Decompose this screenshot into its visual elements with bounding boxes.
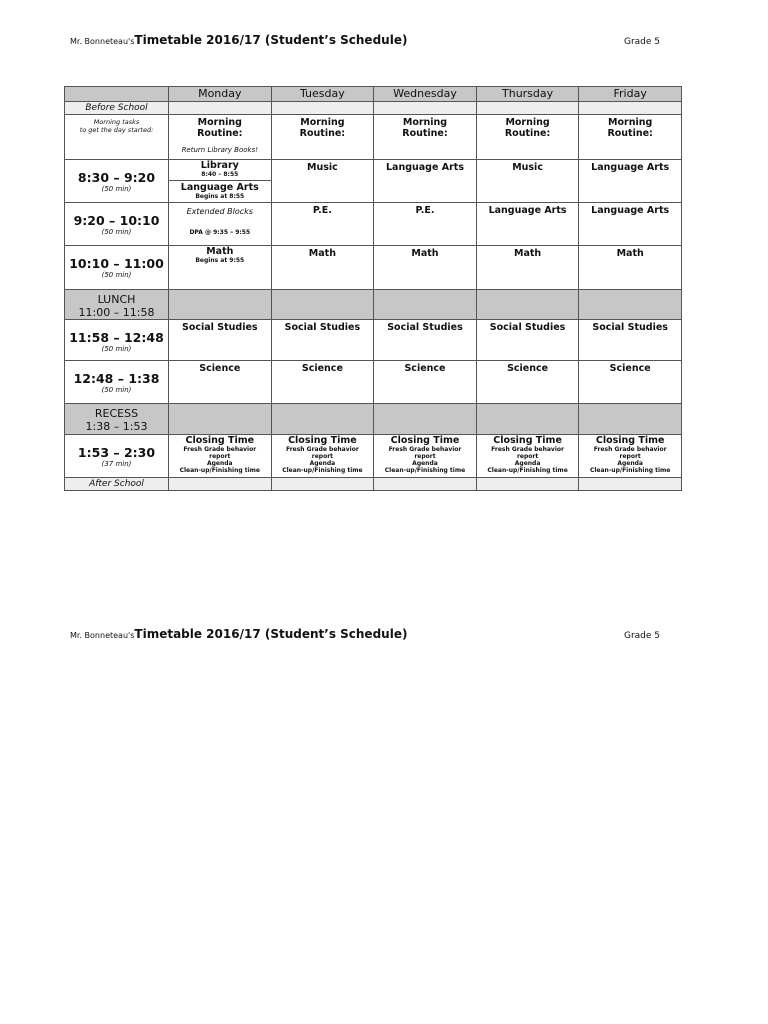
period-4-row	[65, 320, 682, 361]
timetable-title-second: Timetable 2016/17 (Student’s Schedule)	[134, 627, 408, 641]
page-header-second	[70, 627, 660, 641]
period-6-tuesday: Closing Time Fresh Grade behavior report Agenda Clean-up/Finishing time	[271, 435, 374, 478]
period-2-wednesday: P.E.	[374, 203, 477, 246]
period-3-row	[65, 246, 682, 290]
period-2-tuesday: P.E.	[271, 203, 374, 246]
teacher-name: Mr. Bonneteau's	[70, 37, 135, 46]
period-4-monday: Social Studies	[169, 320, 272, 361]
period-5-monday: Science	[169, 361, 272, 404]
period-3-wednesday: Math	[374, 246, 477, 290]
period-2-friday: Language Arts	[579, 203, 682, 246]
morning-thursday: Morning Routine:	[476, 115, 579, 160]
period-5-tuesday: Science	[271, 361, 374, 404]
period-3-tuesday: Math	[271, 246, 374, 290]
period-1-tuesday: Music	[271, 160, 374, 203]
period-2-label: 9:20 – 10:10 (50 min)	[65, 203, 169, 246]
lunch-row	[65, 290, 682, 320]
recess-row	[65, 404, 682, 435]
corner-cell	[65, 87, 169, 102]
period-3-friday: Math	[579, 246, 682, 290]
timetable	[64, 86, 682, 491]
period-6-row	[65, 435, 682, 478]
morning-tuesday: Morning Routine:	[271, 115, 374, 160]
day-header-wednesday: Wednesday	[374, 87, 477, 102]
day-header-friday: Friday	[579, 87, 682, 102]
period-2-monday: Extended Blocks DPA @ 9:35 – 9:55	[169, 203, 272, 246]
period-1-thursday: Music	[476, 160, 579, 203]
period-2-row	[65, 203, 682, 246]
day-header-tuesday: Tuesday	[271, 87, 374, 102]
day-header-thursday: Thursday	[476, 87, 579, 102]
period-2-thursday: Language Arts	[476, 203, 579, 246]
period-5-friday: Science	[579, 361, 682, 404]
period-5-label: 12:48 – 1:38 (50 min)	[65, 361, 169, 404]
period-6-friday: Closing Time Fresh Grade behavior report Agenda Clean-up/Finishing time	[579, 435, 682, 478]
period-1-wednesday: Language Arts	[374, 160, 477, 203]
lunch-label: LUNCH 11:00 – 11:58	[65, 290, 169, 320]
period-4-thursday: Social Studies	[476, 320, 579, 361]
period-1-monday: Library 8:40 – 8:55 Language Arts Begins at 8:55	[169, 160, 272, 203]
period-4-friday: Social Studies	[579, 320, 682, 361]
page-header	[70, 33, 660, 47]
period-5-thursday: Science	[476, 361, 579, 404]
after-school-row	[65, 478, 682, 491]
before-school-label: Before School	[65, 102, 169, 115]
period-6-wednesday: Closing Time Fresh Grade behavior report Agenda Clean-up/Finishing time	[374, 435, 477, 478]
grade-label-second: Grade 5	[623, 631, 660, 641]
morning-friday: Morning Routine:	[579, 115, 682, 160]
day-header-row	[65, 87, 682, 102]
timetable-title: Timetable 2016/17 (Student’s Schedule)	[134, 33, 408, 47]
recess-label: RECESS 1:38 – 1:53	[65, 404, 169, 435]
period-3-monday: Math Begins at 9:55	[169, 246, 272, 290]
period-1-row	[65, 160, 682, 203]
period-4-tuesday: Social Studies	[271, 320, 374, 361]
period-6-label: 1:53 – 2:30 (37 min)	[65, 435, 169, 478]
day-header-monday: Monday	[169, 87, 272, 102]
morning-monday: Morning Routine: Return Library Books!	[169, 115, 272, 160]
after-school-label: After School	[65, 478, 169, 491]
period-5-wednesday: Science	[374, 361, 477, 404]
period-6-monday: Closing Time Fresh Grade behavior report Agenda Clean-up/Finishing time	[169, 435, 272, 478]
morning-row	[65, 115, 682, 160]
grade-label: Grade 5	[623, 37, 660, 47]
period-5-row	[65, 361, 682, 404]
period-3-label: 10:10 – 11:00 (50 min)	[65, 246, 169, 290]
period-3-thursday: Math	[476, 246, 579, 290]
teacher-name-second: Mr. Bonneteau's	[70, 631, 135, 640]
morning-wednesday: Morning Routine:	[374, 115, 477, 160]
before-school-row	[65, 102, 682, 115]
period-4-wednesday: Social Studies	[374, 320, 477, 361]
period-1-label: 8:30 – 9:20 (50 min)	[65, 160, 169, 203]
morning-label: Morning tasks to get the day started:	[65, 115, 169, 160]
period-1-friday: Language Arts	[579, 160, 682, 203]
period-4-label: 11:58 – 12:48 (50 min)	[65, 320, 169, 361]
period-6-thursday: Closing Time Fresh Grade behavior report Agenda Clean-up/Finishing time	[476, 435, 579, 478]
